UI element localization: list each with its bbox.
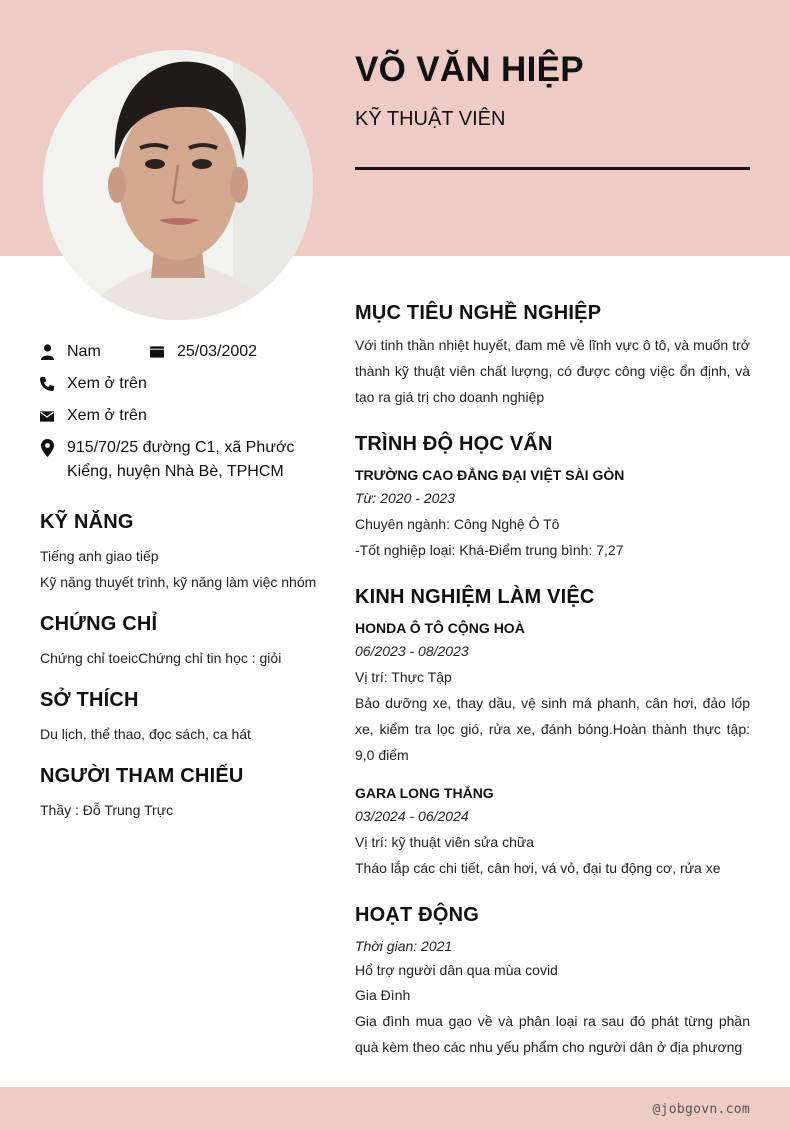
school-name: TRƯỜNG CAO ĐẲNG ĐẠI VIỆT SÀI GÒN xyxy=(355,467,625,483)
activities-time: Thời gian: 2021 xyxy=(355,938,453,954)
references-heading: NGƯỜI THAM CHIẾU xyxy=(40,765,244,787)
phone-value: Xem ở trên xyxy=(67,375,147,392)
job-period: 03/2024 - 06/2024 xyxy=(355,808,469,824)
phone-row xyxy=(40,372,147,396)
education-period: Từ: 2020 - 2023 xyxy=(355,490,455,506)
address-value xyxy=(67,436,294,484)
education-major: Chuyên ngành: Công Nghệ Ô Tô xyxy=(355,516,560,532)
activities-description: Gia đình mua gạo về và phân loại ra sau đó phát từng phần quà kèm theo các nhu yếu phẩm cho người dân ở địa phương xyxy=(355,1013,750,1055)
gender-row xyxy=(40,340,101,364)
profile-photo xyxy=(43,50,313,320)
job-title: KỸ THUẬT VIÊN xyxy=(355,108,506,130)
objective-heading: MỤC TIÊU NGHỀ NGHIỆP xyxy=(355,302,602,324)
calendar-icon xyxy=(150,340,164,364)
hobbies-text: Du lịch, thể thao, đọc sách, ca hát xyxy=(40,726,251,742)
birthdate-value: 25/03/2002 xyxy=(177,343,258,360)
activities-line: Hổ trợ người dân qua mùa covid xyxy=(355,962,558,978)
job-position: Vị trí: kỹ thuật viên sửa chữa xyxy=(355,834,535,850)
job-description: Bảo dưỡng xe, thay dầu, vệ sinh má phanh, cân hơi, đảo lốp xe, kiểm tra lọc gió, rửa xe, đánh bóng.Hoàn thành thực tập: 9,0 điểm xyxy=(355,695,750,763)
address-row xyxy=(40,436,330,484)
education-grade: -Tốt nghiệp loại: Khá-Điểm trung bình: 7,27 xyxy=(355,542,624,558)
gender-value: Nam xyxy=(67,343,101,360)
job-company: GARA LONG THẮNG xyxy=(355,785,494,801)
candidate-name: VÕ VĂN HIỆP xyxy=(355,50,584,89)
person-icon xyxy=(40,340,54,364)
address-line-2: Kiểng, huyện Nhà Bè, TPHCM xyxy=(67,463,284,480)
location-pin-icon xyxy=(40,436,54,460)
job-description: Tháo lắp các chi tiết, cân hơi, vá vỏ, đại tu động cơ, rửa xe xyxy=(355,860,721,876)
email-value: Xem ở trên xyxy=(67,407,147,424)
watermark: @jobgovn.com xyxy=(652,1102,750,1117)
skill-item: Tiếng anh giao tiếp xyxy=(40,548,159,564)
skills-heading: KỸ NĂNG xyxy=(40,511,134,533)
skill-item: Kỹ năng thuyết trình, kỹ năng làm việc nhóm xyxy=(40,574,317,590)
phone-icon xyxy=(40,372,54,396)
certificates-text: Chứng chỉ toeicChứng chỉ tin học : giỏi xyxy=(40,650,282,666)
address-line-1: 915/70/25 đường C1, xã Phước xyxy=(67,439,295,456)
job-company: HONDA Ô TÔ CỘNG HOÀ xyxy=(355,620,525,636)
activities-line: Gia Đình xyxy=(355,987,411,1003)
education-heading: TRÌNH ĐỘ HỌC VẤN xyxy=(355,433,553,455)
experience-heading: KINH NGHIỆM LÀM VIỆC xyxy=(355,586,595,608)
job-position: Vị trí: Thực Tập xyxy=(355,669,452,685)
portrait-illustration xyxy=(43,50,313,320)
references-text: Thầy : Đỗ Trung Trực xyxy=(40,802,174,818)
objective-text: Với tinh thần nhiệt huyết, đam mê về lĩnh vực ô tô, và muốn trở thành kỹ thuật viên chất lượng, có được công việc ổn định, và tạo ra giá trị cho doanh nghiệp xyxy=(355,337,750,405)
activities-heading: HOẠT ĐỘNG xyxy=(355,904,480,926)
email-row xyxy=(40,404,147,428)
birthdate-row xyxy=(150,340,257,364)
hobbies-heading: SỞ THÍCH xyxy=(40,689,139,711)
job-period: 06/2023 - 08/2023 xyxy=(355,643,469,659)
certificates-heading: CHỨNG CHỈ xyxy=(40,613,158,635)
header-divider xyxy=(355,167,750,170)
mail-icon xyxy=(40,404,54,428)
